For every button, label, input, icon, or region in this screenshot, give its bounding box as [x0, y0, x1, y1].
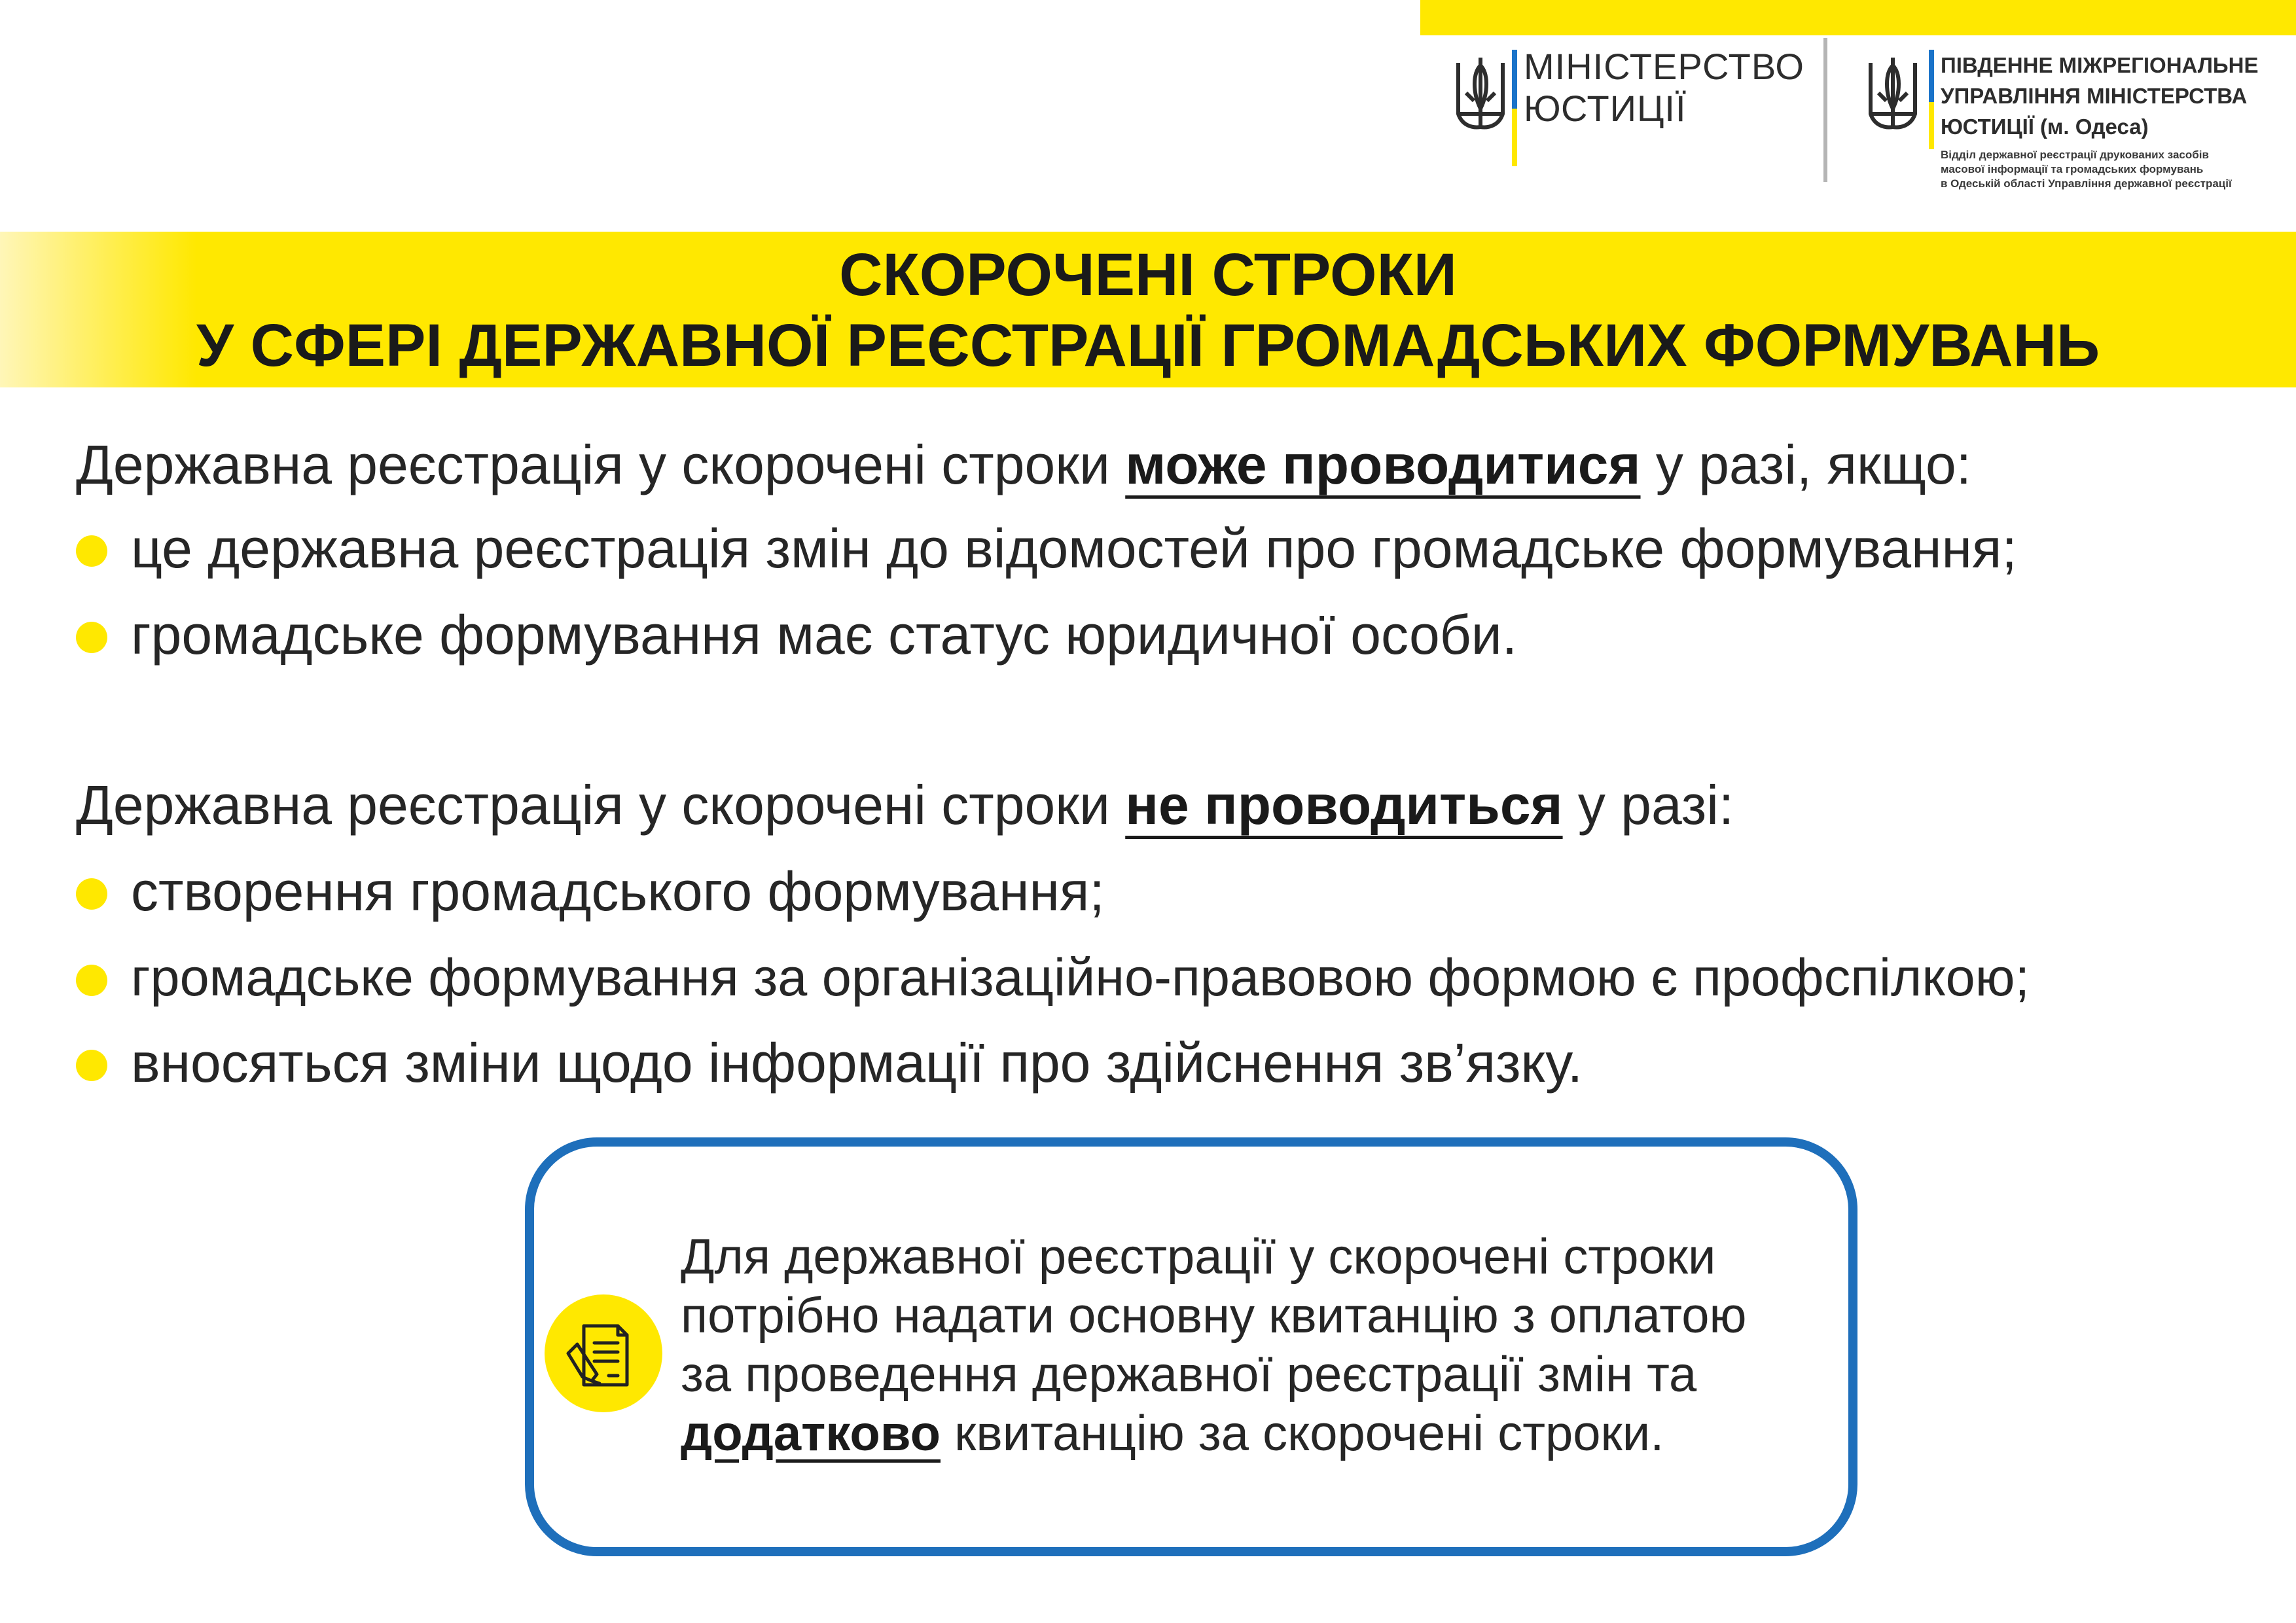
- list-item: вносяться зміни щодо інформації про здійснення зв’язку.: [131, 1032, 1583, 1094]
- note-line: потрібно надати основну квитанцію з оплатою: [681, 1288, 1747, 1344]
- header-accent-bar: [1420, 0, 2296, 35]
- note-line-rest: квитанцію за скорочені строки.: [941, 1406, 1664, 1461]
- page-title-line2: У СФЕРІ ДЕРЖАВНОЇ РЕЄСТРАЦІЇ ГРОМАДСЬКИХ ФОРМУВАНЬ: [196, 312, 2100, 379]
- intro-text: Державна реєстрація у скорочені строки: [76, 434, 1126, 495]
- section-cannot-intro: [76, 772, 1734, 838]
- list-item: створення громадського формування;: [131, 861, 1105, 922]
- regional-logo-title-line: УПРАВЛІННЯ МІНІСТЕРСТВА: [1941, 84, 2248, 108]
- logo-separator: [1823, 38, 1827, 182]
- regional-logo-title-line: ПІВДЕННЕ МІЖРЕГІОНАЛЬНЕ: [1941, 53, 2259, 77]
- intro-text: Державна реєстрація у скорочені строки: [76, 774, 1126, 836]
- note-text: [681, 1228, 1746, 1463]
- list-item: це державна реєстрація змін до відомостей про громадське формування;: [131, 518, 2017, 579]
- intro-emphasis: може проводитися: [1125, 434, 1641, 495]
- note-line: [681, 1404, 1746, 1463]
- logo-divider-yellow: [1512, 109, 1517, 166]
- regional-logo-title-line: ЮСТИЦІЇ (м. Одеса): [1941, 115, 2149, 139]
- note-line: за проведення державної реєстрації змін та: [681, 1347, 1697, 1402]
- note-line: Для державної реєстрації у скорочені строки: [681, 1229, 1716, 1285]
- logo-divider-blue: [1512, 50, 1517, 109]
- intro-text: у разі:: [1562, 774, 1734, 836]
- logo-divider-yellow: [1929, 102, 1934, 149]
- regional-logo-subtitle: [1941, 148, 2232, 191]
- bullet-icon: [76, 535, 107, 567]
- logo-divider-blue: [1929, 50, 1934, 102]
- regional-logo-title: [1941, 50, 2258, 142]
- list-item: громадське формування за організаційно-правовою формою є профспілкою;: [131, 948, 2030, 1007]
- note-emphasis: додатково: [681, 1406, 941, 1461]
- page-title-line1: СКОРОЧЕНІ СТРОКИ: [839, 241, 1457, 308]
- ministry-logo-line2: ЮСТИЦІЇ: [1524, 88, 1687, 129]
- trident-icon: [1865, 54, 1920, 139]
- regional-logo-subtitle-line: масової інформації та громадських формувань: [1941, 163, 2204, 175]
- title-band: [0, 232, 2296, 387]
- document-pen-icon: [545, 1294, 662, 1412]
- bullet-icon: [76, 622, 107, 653]
- intro-text: у разі, якщо:: [1640, 434, 1971, 495]
- bullet-icon: [76, 1050, 107, 1081]
- regional-logo-subtitle-line: в Одеській області Управління державної реєстрації: [1941, 177, 2232, 190]
- section-can-intro: [76, 432, 1971, 497]
- trident-icon: [1453, 54, 1508, 139]
- intro-emphasis: не проводиться: [1125, 774, 1563, 836]
- ministry-logo-line1: МІНІСТЕРСТВО: [1524, 46, 1804, 87]
- list-item: громадське формування має статус юридичної особи.: [131, 604, 1518, 666]
- regional-logo-subtitle-line: Відділ державної реєстрації друкованих засобів: [1941, 149, 2209, 161]
- bullet-icon: [76, 965, 107, 996]
- ministry-logo-text: [1524, 46, 1804, 130]
- bullet-icon: [76, 878, 107, 910]
